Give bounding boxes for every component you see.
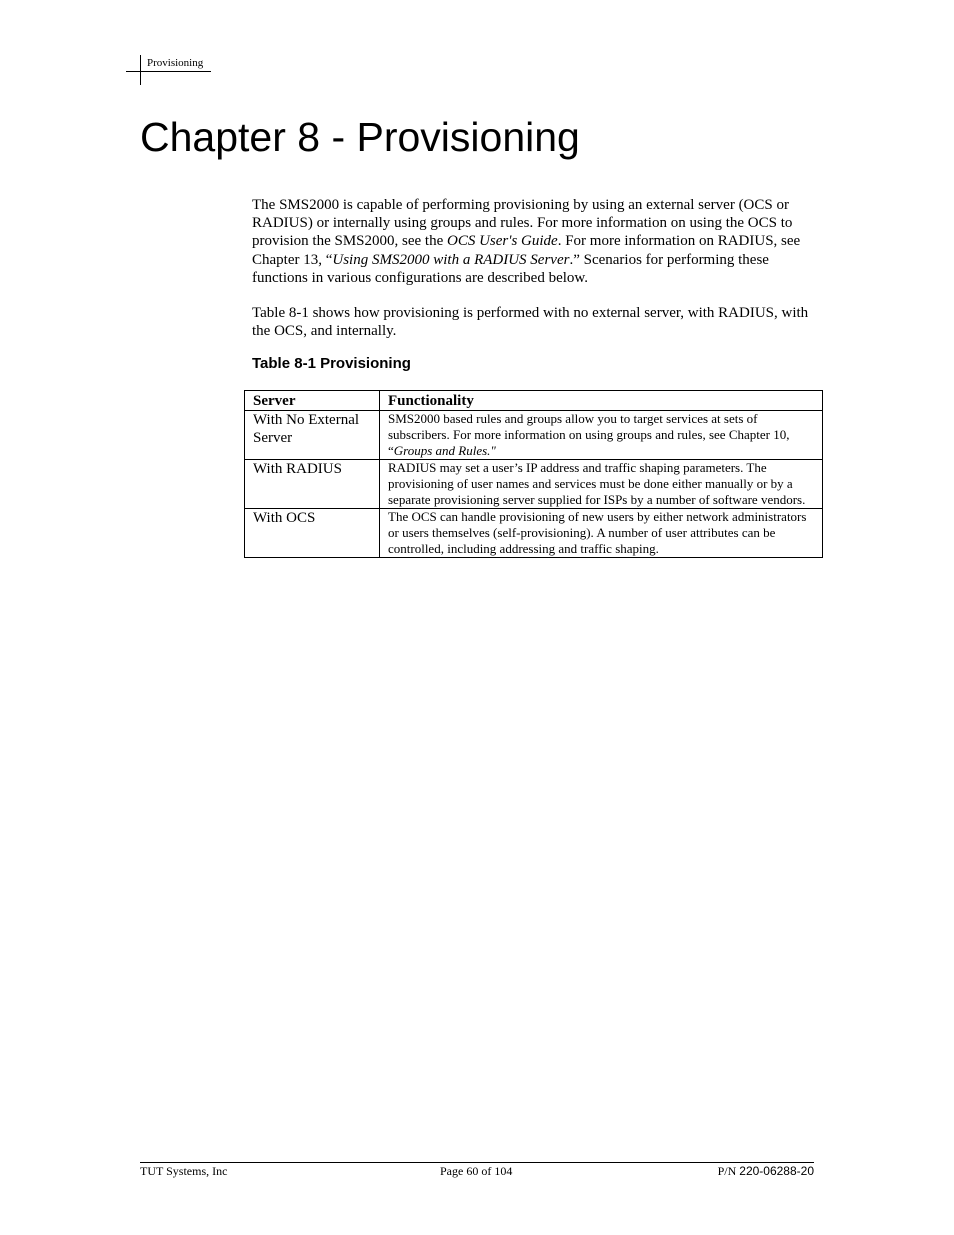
crop-mark-vertical [140, 55, 141, 85]
table-caption: Table 8-1 Provisioning [252, 355, 411, 372]
intro-paragraph-2: Table 8-1 shows how provisioning is performed with no external server, with RADIUS, with the OCS, and internally. [252, 305, 809, 340]
server-cell: With RADIUS [245, 460, 380, 509]
server-cell: With No External Server [245, 411, 380, 460]
table-header-row [245, 391, 823, 411]
footer-page-number: Page 60 of 104 [440, 1164, 513, 1178]
header-server: Server [245, 391, 380, 411]
functionality-cell: The OCS can handle provisioning of new users by either network administrators or users themselves (self-provisioning). A number of user attributes can be controlled, including addressing and traffic shaping. [380, 509, 823, 558]
chapter-title: Chapter 8 - Provisioning [140, 114, 580, 160]
running-head: Provisioning [147, 57, 204, 69]
part-number-value: 220-06288-20 [739, 1164, 814, 1178]
groups-rules-reference: Groups and Rules." [393, 443, 496, 458]
provisioning-table [244, 390, 823, 558]
intro-text-b: . For more information on RADIUS, see Chapter 13, “ [252, 233, 801, 268]
intro-paragraph-1 [252, 196, 818, 287]
header-functionality: Functionality [380, 391, 823, 411]
functionality-cell [380, 411, 823, 460]
intro-text-a: The SMS2000 is capable of performing provisioning by using an external server (OCS or RADIUS) or internally using groups and rules. For more information on using the OCS to provision the SMS2000, see the [252, 197, 793, 250]
footer-part-number [718, 1164, 814, 1178]
table-row [245, 411, 823, 460]
intro-text-c: .” Scenarios for performing these functions in various configurations are described below. [252, 251, 769, 286]
server-cell: With OCS [245, 509, 380, 558]
functionality-cell: RADIUS may set a user’s IP address and traffic shaping parameters. The provisioning of user names and services must be done either manually or by a separate provisioning server supplied for ISPs by a number of software vendors. [380, 460, 823, 509]
crop-mark-horizontal [126, 71, 211, 72]
footer-rule [140, 1162, 814, 1163]
part-number-label: P/N [717, 1164, 740, 1178]
ocs-guide-reference: OCS User's Guide [447, 233, 558, 250]
table-row [245, 509, 823, 558]
table-row [245, 460, 823, 509]
footer-company: TUT Systems, Inc [140, 1164, 228, 1178]
functionality-text: SMS2000 based rules and groups allow you to target services at sets of subscribers. For more information on using groups and rules, see Chapter 10, “ [388, 411, 790, 458]
radius-chapter-reference: Using SMS2000 with a RADIUS Server [332, 251, 570, 268]
